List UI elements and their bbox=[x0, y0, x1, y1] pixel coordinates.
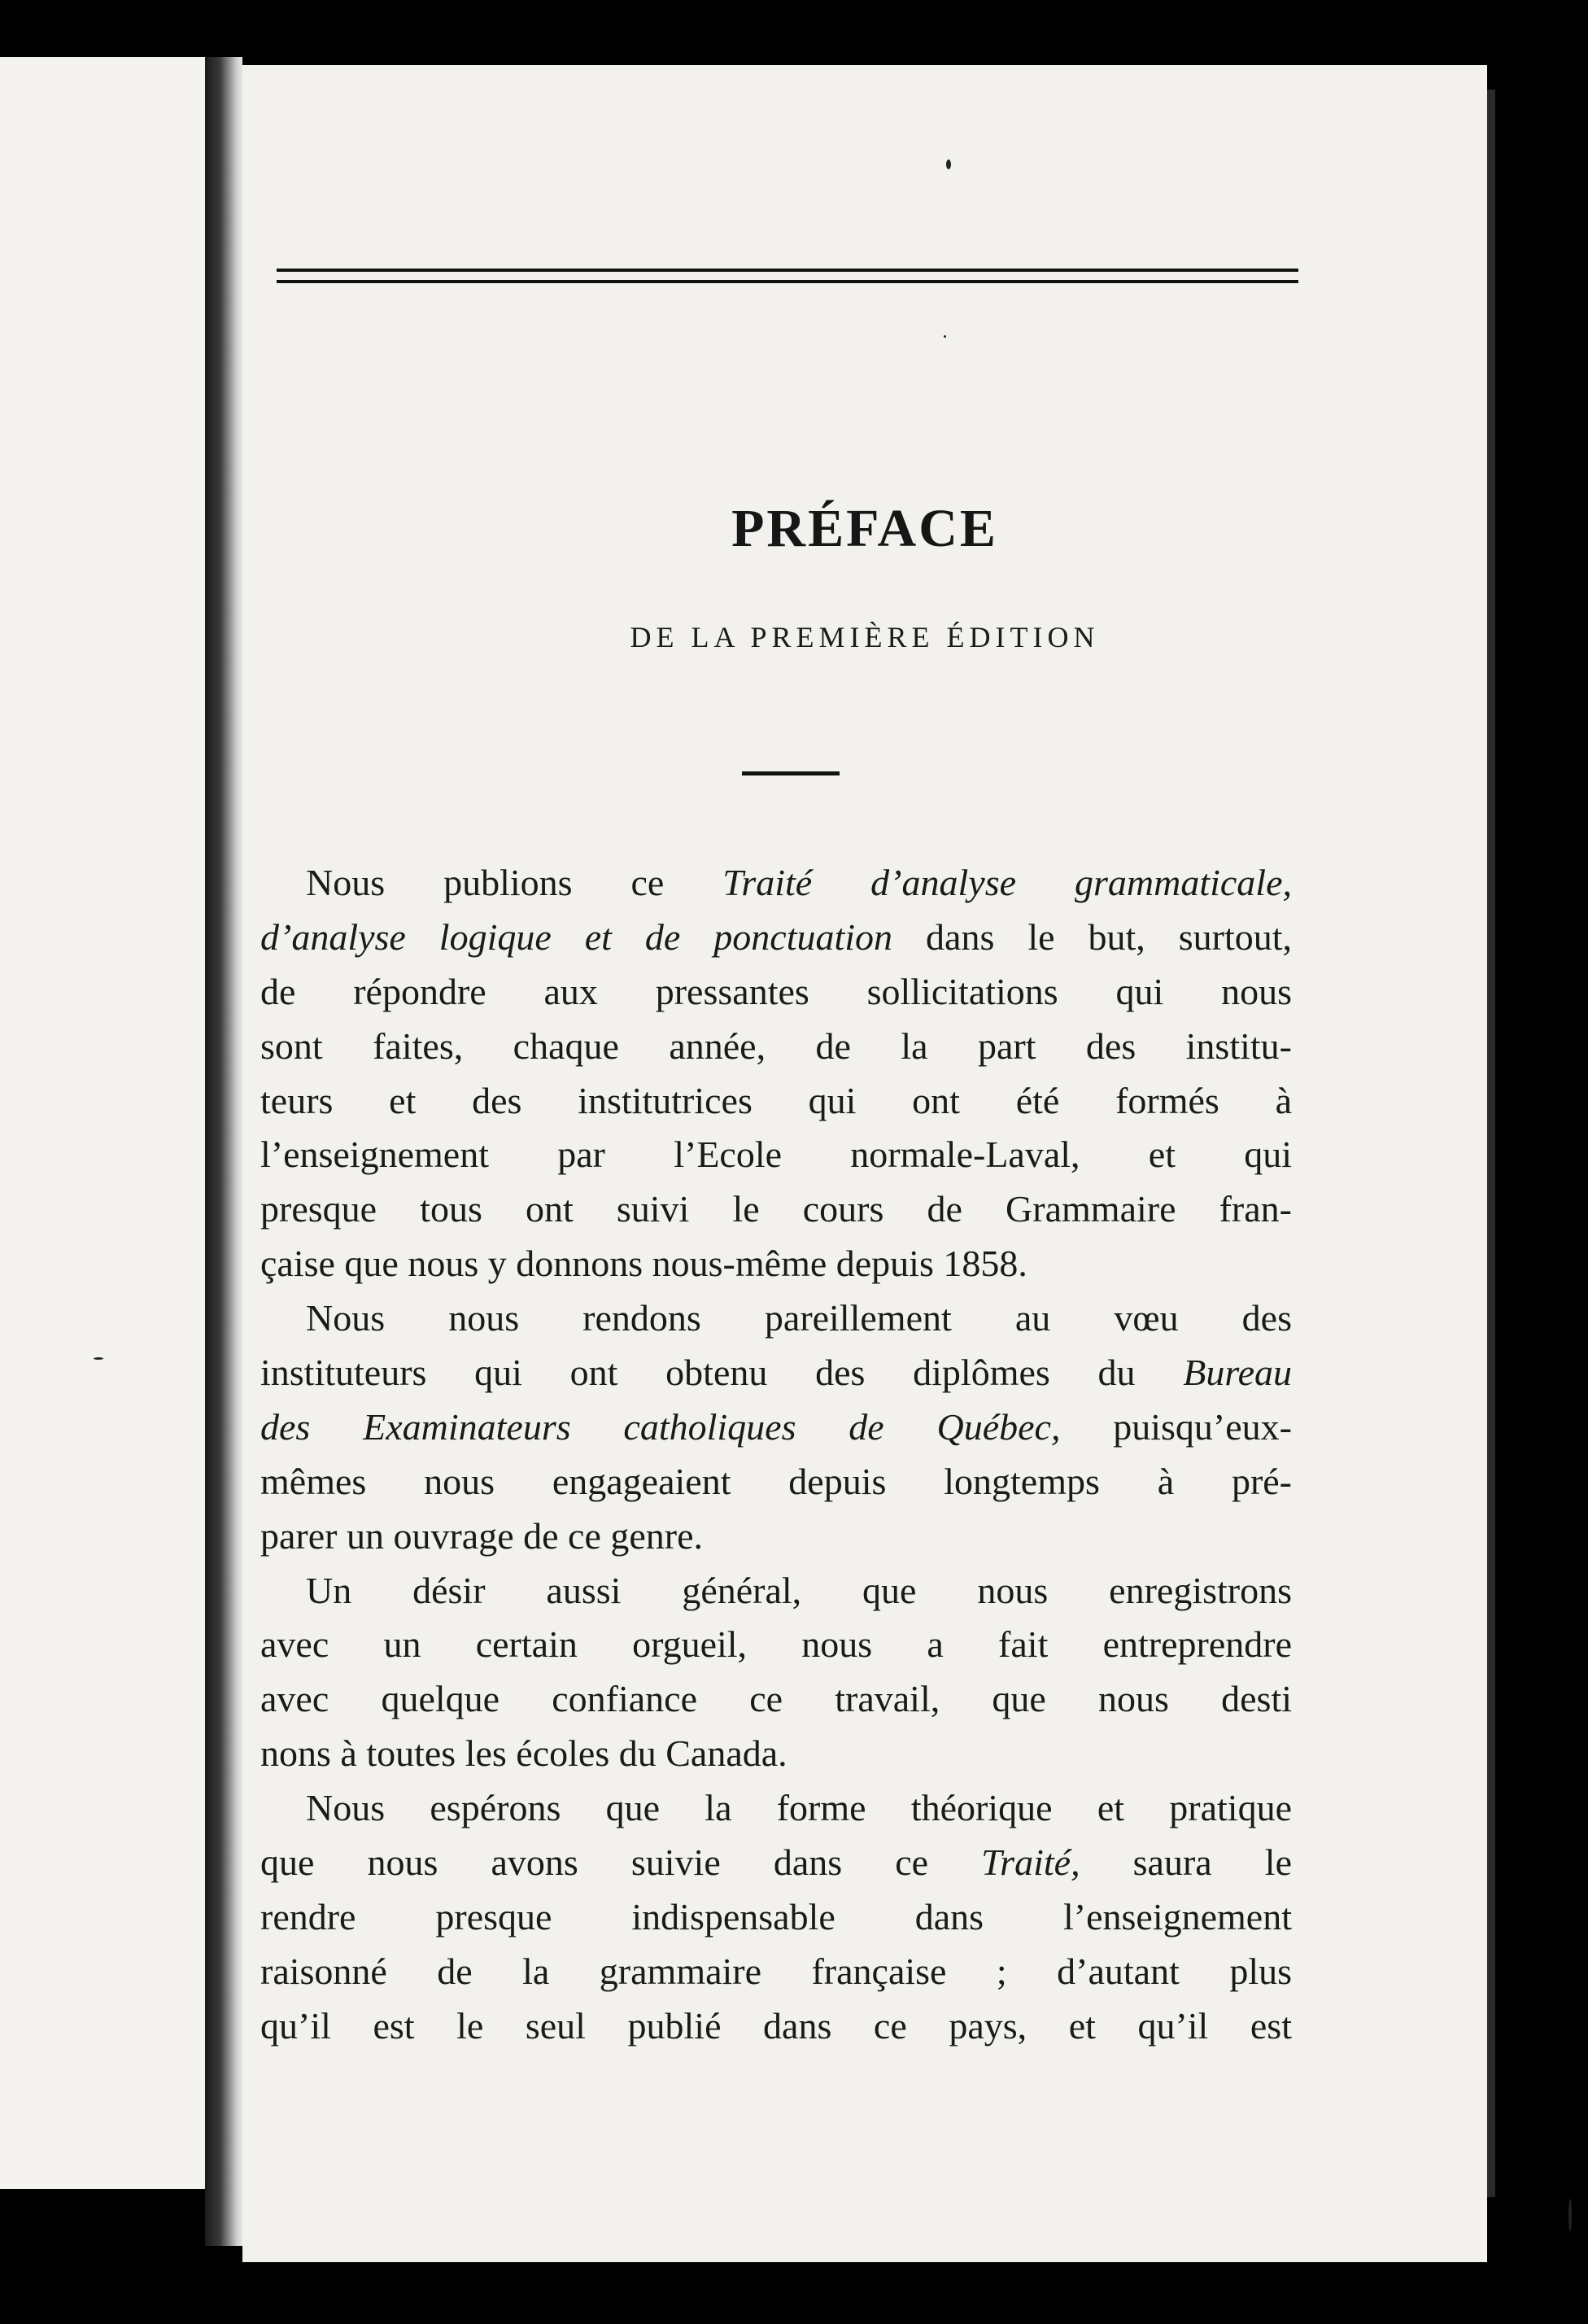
italic-text: Traité d’analyse grammaticale, bbox=[722, 862, 1292, 903]
print-speck bbox=[944, 335, 946, 338]
text-line bbox=[260, 1400, 1292, 1455]
text-line bbox=[260, 1182, 1292, 1237]
text-run: Nous espérons que la forme théorique et pratique bbox=[306, 1787, 1292, 1829]
text-run: instituteurs qui ont obtenu des diplômes du bbox=[260, 1352, 1184, 1394]
text-run: parer un ouvrage de ce genre. bbox=[260, 1514, 704, 1557]
page-title: PRÉFACE bbox=[731, 499, 998, 558]
text-line bbox=[260, 1346, 1292, 1400]
page-edge bbox=[1487, 90, 1495, 2197]
text-line bbox=[260, 1836, 1292, 1890]
text-run: rendre presque indispensable dans l’enseignement bbox=[260, 1895, 1292, 1937]
text-line bbox=[260, 1672, 1292, 1727]
text-run: sont faites, chaque année, de la part des institu- bbox=[260, 1024, 1292, 1067]
text-line bbox=[260, 911, 1292, 965]
text-run: presque tous ont suivi le cours de Grammaire fran- bbox=[260, 1188, 1292, 1230]
text-run: avec quelque confiance ce travail, que nous desti bbox=[260, 1678, 1292, 1720]
text-run: Nous nous rendons pareillement au vœu des bbox=[306, 1297, 1292, 1339]
text-run: que nous avons suivie dans ce bbox=[260, 1841, 982, 1884]
text-run: çaise que nous y donnons nous-même depuis 1858. bbox=[260, 1243, 1027, 1285]
print-speck bbox=[1568, 2199, 1572, 2231]
text-run: dans le but, surtout, bbox=[892, 915, 1293, 958]
text-run: mêmes nous engageaient depuis longtemps à pré- bbox=[260, 1460, 1292, 1502]
title-divider bbox=[742, 771, 840, 775]
text-line bbox=[260, 856, 1292, 911]
italic-text: Traité, bbox=[981, 1841, 1080, 1884]
text-run: saura le bbox=[1080, 1841, 1292, 1884]
text-line bbox=[260, 1999, 1292, 2054]
text-run: Un désir aussi général, que nous enregistrons bbox=[306, 1569, 1292, 1611]
text-line bbox=[260, 1074, 1292, 1129]
text-line bbox=[260, 1727, 1292, 1781]
facing-page bbox=[0, 57, 205, 2189]
text-run: raisonné de la grammaire française ; d’autant plus bbox=[260, 1950, 1292, 1992]
text-line bbox=[260, 1291, 1292, 1346]
text-line bbox=[260, 1890, 1292, 1945]
text-line bbox=[260, 965, 1292, 1020]
print-speck bbox=[946, 159, 951, 169]
text-run: nons à toutes les écoles du Canada. bbox=[260, 1732, 787, 1775]
header-rule-top bbox=[277, 269, 1298, 272]
text-line bbox=[260, 1509, 1292, 1564]
text-run: de répondre aux pressantes sollicitations qui nous bbox=[260, 970, 1292, 1012]
text-line bbox=[260, 1618, 1292, 1672]
text-line bbox=[260, 1237, 1292, 1291]
book-gutter bbox=[205, 57, 242, 2246]
text-run: qu’il est le seul publié dans ce pays, et qu’il est bbox=[260, 2004, 1292, 2047]
text-line bbox=[260, 1128, 1292, 1182]
text-line bbox=[260, 1945, 1292, 1999]
text-line bbox=[260, 1781, 1292, 1836]
text-line bbox=[260, 1564, 1292, 1618]
text-run: avec un certain orgueil, nous a fait entreprendre bbox=[260, 1623, 1292, 1666]
header-rule-bottom bbox=[277, 280, 1298, 283]
page-subtitle: DE LA PREMIÈRE ÉDITION bbox=[630, 621, 1100, 653]
text-line bbox=[260, 1455, 1292, 1509]
text-run: teurs et des institutrices qui ont été formés à bbox=[260, 1079, 1292, 1121]
text-run: puisqu’eux- bbox=[1060, 1405, 1292, 1448]
text-run: l’enseignement par l’Ecole normale-Laval, et qui bbox=[260, 1134, 1292, 1176]
text-run: Nous publions ce bbox=[306, 862, 723, 903]
italic-text: Bureau bbox=[1183, 1352, 1292, 1394]
text-line bbox=[260, 1020, 1292, 1074]
preface-body bbox=[260, 856, 1292, 2054]
italic-text: des Examinateurs catholiques de Québec, bbox=[260, 1405, 1061, 1448]
italic-text: d’analyse logique et de ponctuation bbox=[260, 915, 893, 958]
print-speck bbox=[94, 1357, 103, 1360]
